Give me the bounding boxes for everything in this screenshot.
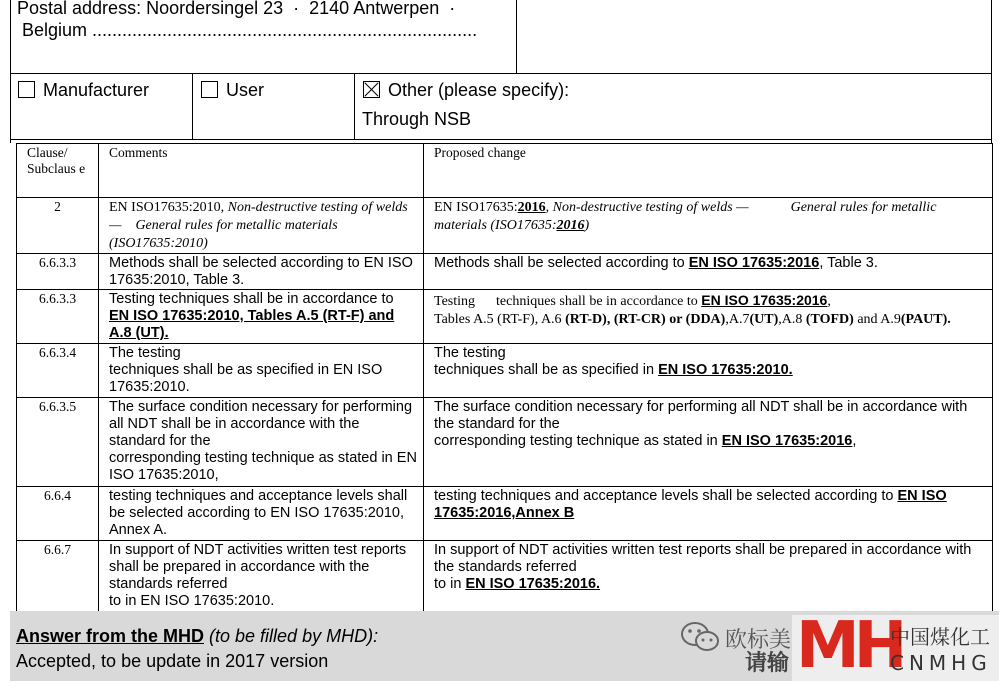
role-other[interactable] bbox=[363, 79, 569, 101]
table-row bbox=[17, 398, 993, 487]
table-row bbox=[17, 487, 993, 541]
clause-cell: 6.6.3.3 bbox=[17, 290, 99, 344]
proposed-cell: Methods shall be selected according to EN ISO 17635:2016, Table 3. bbox=[424, 254, 993, 290]
divider bbox=[516, 0, 517, 73]
clause-cell: 6.6.7 bbox=[17, 541, 99, 613]
logo-chinese-name: 中国煤化工 bbox=[890, 625, 990, 649]
wechat-icon bbox=[680, 620, 720, 659]
table-row bbox=[17, 344, 993, 398]
checkbox-manufacturer[interactable] bbox=[18, 81, 35, 98]
clause-cell: 6.6.3.4 bbox=[17, 344, 99, 398]
checkbox-other-checked[interactable] bbox=[363, 81, 380, 98]
role-manufacturer[interactable] bbox=[18, 79, 149, 101]
table-row bbox=[17, 198, 993, 254]
comment-cell: In support of NDT activities written test reports shall be prepared in accordance with the standards referred to in EN ISO 17635:2010. bbox=[99, 541, 424, 613]
role-manufacturer-label: Manufacturer bbox=[43, 80, 150, 100]
comment-cell: Methods shall be selected according to EN ISO 17635:2010, Table 3. bbox=[99, 254, 424, 290]
proposed-cell: In support of NDT activities written test reports shall be prepared in accordance with the standards referred to in EN ISO 17635:2016. bbox=[424, 541, 993, 613]
logo-mark: MH bbox=[796, 609, 902, 683]
answer-text: Accepted, to be update in 2017 version bbox=[16, 651, 329, 671]
postal-address: Postal address: Noordersingel 23 · 2140 Antwerpen · bbox=[17, 0, 456, 18]
divider bbox=[10, 73, 992, 74]
header-proposed-change: Proposed change bbox=[424, 144, 993, 198]
comment-cell: The surface condition necessary for performing all NDT shall be in accordance with the standard for the corresponding testing technique as stated in EN ISO 17635:2010, bbox=[99, 398, 424, 487]
divider bbox=[354, 73, 355, 139]
answer-heading bbox=[16, 625, 378, 647]
divider bbox=[10, 0, 11, 143]
divider bbox=[991, 0, 992, 143]
cnmhg-logo bbox=[792, 609, 999, 683]
clause-cell: 6.6.4 bbox=[17, 487, 99, 541]
table-header-row bbox=[17, 144, 993, 198]
proposed-cell: EN ISO17635:2016, Non-destructive testing of welds — General rules for metallic materials (ISO17635:2016) bbox=[424, 198, 993, 254]
proposed-cell: testing techniques and acceptance levels shall be selected according to EN ISO 17635:2016,Annex B bbox=[424, 487, 993, 541]
answer-hint: (to be filled by MHD): bbox=[204, 626, 379, 646]
clause-cell: 6.6.3.3 bbox=[17, 254, 99, 290]
role-other-value: Through NSB bbox=[362, 109, 472, 129]
clause-cell: 6.6.3.5 bbox=[17, 398, 99, 487]
header-clause: Clause/ Subclaus e bbox=[17, 144, 99, 198]
watermark-overlay-text: 请输 bbox=[745, 651, 790, 676]
table-row bbox=[17, 290, 993, 344]
table-row bbox=[17, 254, 993, 290]
comment-cell: testing techniques and acceptance levels shall be selected according to EN ISO 17635:2010, Annex A. bbox=[99, 487, 424, 541]
role-user[interactable] bbox=[201, 79, 264, 101]
checkbox-user[interactable] bbox=[201, 81, 218, 98]
divider bbox=[192, 73, 193, 139]
postal-address-country: Belgium ............................................................................. bbox=[22, 20, 478, 40]
proposed-cell: The surface condition necessary for performing all NDT shall be in accordance with the standard for the corresponding testing technique as stated in EN ISO 17635:2016, bbox=[424, 398, 993, 487]
role-other-label: Other (please specify): bbox=[388, 80, 570, 100]
clause-cell: 2 bbox=[17, 198, 99, 254]
watermark-text: 欧标美 bbox=[725, 628, 792, 653]
proposed-cell: Testing techniques shall be in accordance to EN ISO 17635:2016, Tables A.5 (RT-F), A.6 (RT-D), (RT-CR) or (DDA),A.7(UT),A.8 (TOFD) and A.9(PAUT). bbox=[424, 290, 993, 344]
header-comments: Comments bbox=[99, 144, 424, 198]
logo-english-name: CNMHG bbox=[890, 651, 992, 675]
comments-table bbox=[16, 143, 993, 613]
table-row bbox=[17, 541, 993, 613]
comment-cell: EN ISO17635:2010, Non-destructive testing of welds — General rules for metallic materials (ISO17635:2010) bbox=[99, 198, 424, 254]
comment-cell: Testing techniques shall be in accordance to EN ISO 17635:2010, Tables A.5 (RT-F) and A.8 (UT). bbox=[99, 290, 424, 344]
comment-cell: The testing techniques shall be as specified in EN ISO 17635:2010. bbox=[99, 344, 424, 398]
role-user-label: User bbox=[226, 80, 265, 100]
answer-title: Answer from the MHD bbox=[16, 626, 205, 646]
proposed-cell: The testing techniques shall be as specified in EN ISO 17635:2010. bbox=[424, 344, 993, 398]
divider bbox=[10, 139, 992, 140]
